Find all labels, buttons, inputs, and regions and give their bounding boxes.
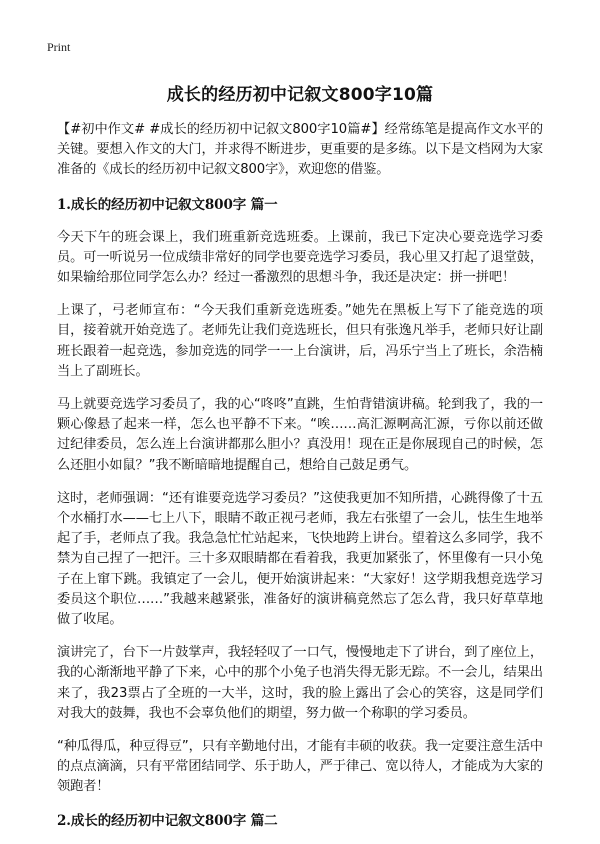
paragraph: 上课了，弓老师宣布：“今天我们重新竞选班委。”她先在黑板上写下了能竞选的项目，接着就开始竞选了。老师先让我们竞选班长，但只有张逸凡举手，老师只好让副班长跟着一起竞选，参加竞选的同学一一上台演讲，后，冯乐宁当上了班长，余浩楠当上了副班长。 (57, 303, 543, 379)
section-heading-1: 1.成长的经历初中记叙文800字 篇一 (57, 196, 278, 213)
article-title: 成长的经历初中记叙文800字10篇 (166, 85, 434, 105)
paragraph: 马上就要竞选学习委员了，我的心“咚咚”直跳，生怕背错演讲稿。轮到我了，我的一颗心像悬了起来一样，怎么也平静不下来。“唉……高汇源啊高汇源，亏你以前还做过纪律委员，怎么连上台演讲都那么胆小？真没用！现在正是你展现自己的时候，怎么还胆小如鼠？”我不断暗暗地提醒自己，想给自己鼓足勇气。 (57, 397, 543, 473)
paragraph: 这时，老师强调：“还有谁要竞选学习委员？”这使我更加不知所措，心跳得像了十五个水桶打水——七上八下，眼睛不敢正视弓老师，我左右张望了一会儿，怯生生地举起了手，老师点了我。我急急忙忙站起来，飞快地跨上讲台。望着这么多同学，我不禁为自己捏了一把汗。三十多双眼睛都在看着我，我更加紧张了，怀里像有一只小兔子在上窜下跳。我镇定了一会儿，便开始演讲起来：“大家好！这学期我想竞选学习委员这个职位……”我越来越紧张，准备好的演讲稿竟然忘了怎么背，我只好草草地做了收尾。 (57, 490, 543, 628)
section-heading-2: 2.成长的经历初中记叙文800字 篇二 (57, 812, 278, 829)
paragraph: “种瓜得瓜，种豆得豆”，只有辛勤地付出，才能有丰硕的收获。我一定要注意生活中的点点滴滴，只有平常团结同学、乐于助人，严于律己、宽以待人，才能成为大家的领跑者！ (57, 739, 543, 795)
print-link[interactable]: Print (47, 40, 71, 54)
article-intro: 【#初中作文# #成长的经历初中记叙文800字10篇#】经常练笔是提高作文水平的关键。要想入作文的大门，并求得不断进步，更重要的是多练。以下是文档网为大家准备的《成长的经历初中记叙文800字》，欢迎您的借鉴。 (57, 122, 543, 178)
paragraph: 演讲完了，台下一片鼓掌声，我轻轻叹了一口气，慢慢地走下了讲台，到了座位上，我的心渐渐地平静了下来，心中的那个小兔子也消失得无影无踪。不一会儿，结果出来了，我23票占了全班的一大半，这时，我的脸上露出了会心的笑容，这是同学们对我大的鼓舞，我也不会辜负他们的期望，努力做一个称职的学习委员。 (57, 645, 543, 721)
paragraph: 今天下午的班会课上，我们班重新竞选班委。上课前，我已下定决心要竞选学习委员。可一听说另一位成绩非常好的同学也要竞选学习委员，我心里又打起了退堂鼓，如果输给那位同学怎么办？经过一番激烈的思想斗争，我还是决定：拼一拼吧！ (57, 229, 543, 286)
article-body (57, 120, 543, 844)
